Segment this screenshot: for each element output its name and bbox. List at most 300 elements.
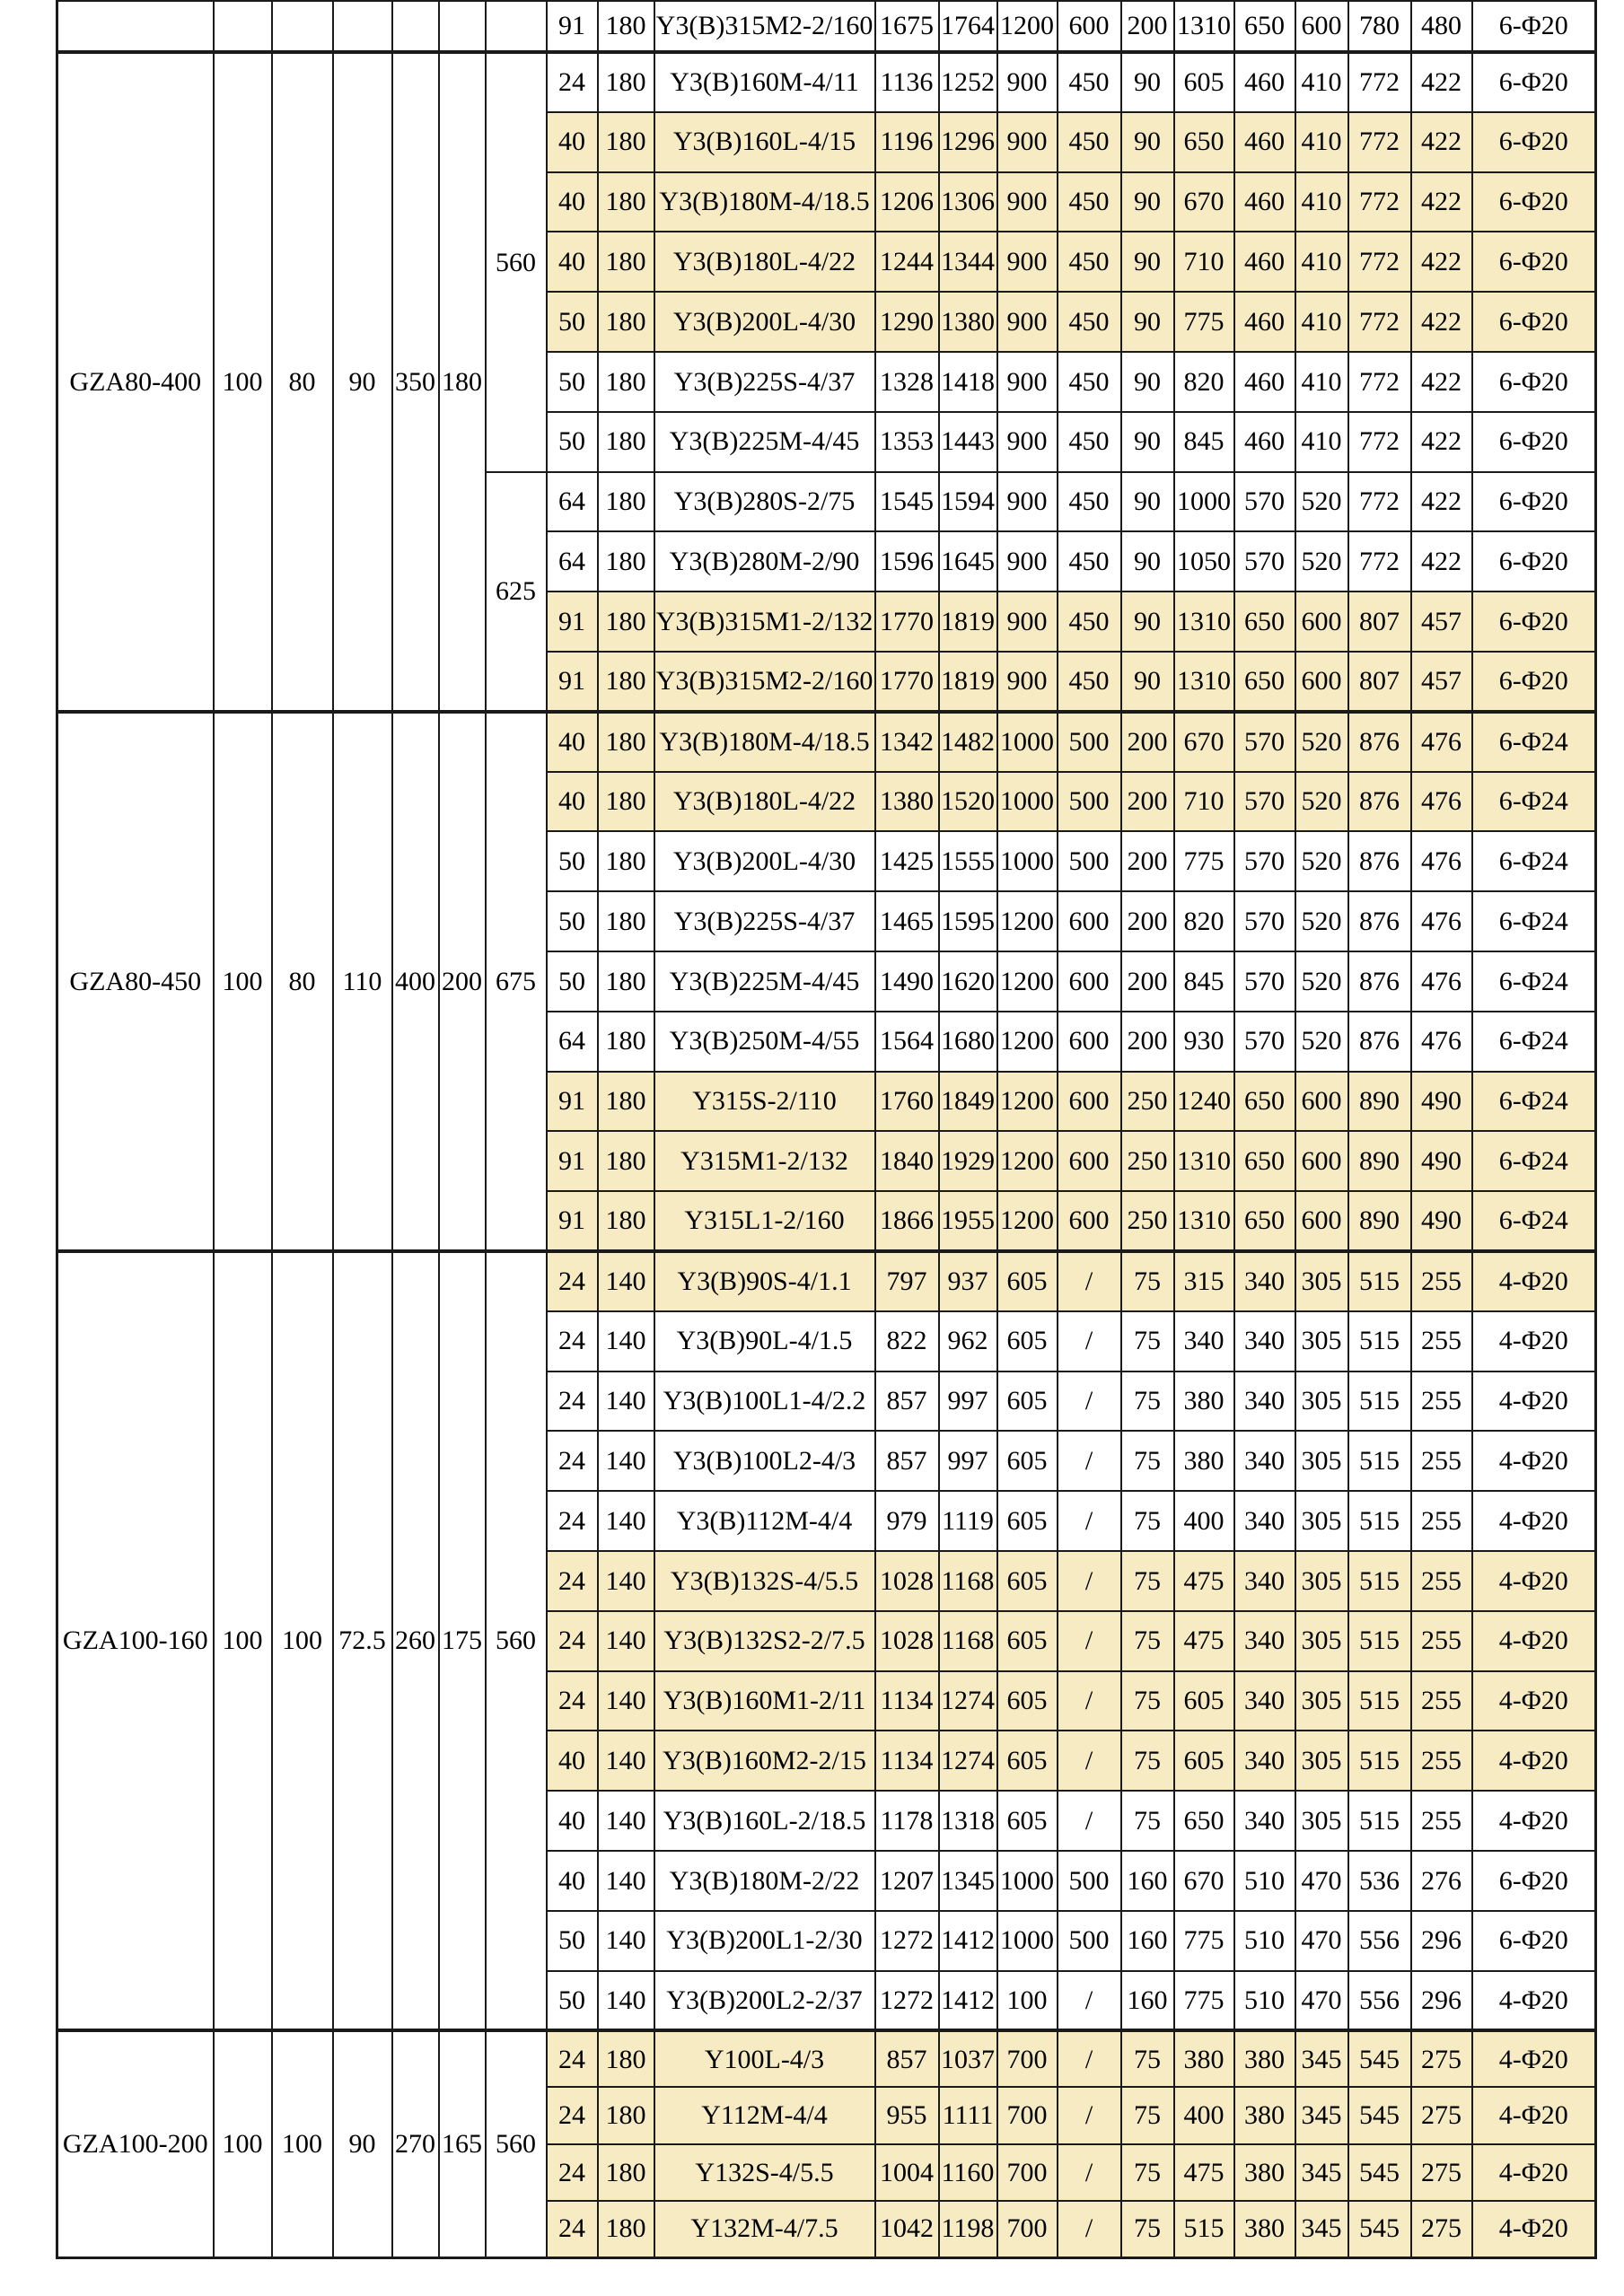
- motor-model-cell: Y3(B)315M2-2/160: [654, 652, 875, 712]
- value-cell: 340: [1234, 1731, 1295, 1791]
- value-cell: 600: [1295, 652, 1348, 712]
- value-cell: 422: [1411, 472, 1472, 532]
- value-cell: 250: [1121, 1191, 1174, 1251]
- value-cell: 200: [1121, 1, 1174, 52]
- bolt-spec-cell: 4-Φ20: [1472, 1611, 1596, 1671]
- bolt-spec-cell: 4-Φ20: [1472, 1371, 1596, 1432]
- flow-cell: 24: [547, 2087, 598, 2143]
- head-cell: 180: [598, 531, 654, 592]
- value-cell: 650: [1234, 652, 1295, 712]
- value-cell: 775: [1174, 1971, 1234, 2031]
- value-cell: 500: [1058, 1851, 1121, 1911]
- value-cell: 460: [1234, 112, 1295, 172]
- dim-cell: 100: [214, 1251, 272, 2030]
- motor-model-cell: Y315L1-2/160: [654, 1191, 875, 1251]
- value-cell: 410: [1295, 292, 1348, 352]
- motor-model-cell: Y100L-4/3: [654, 2030, 875, 2087]
- value-cell: 1042: [875, 2201, 939, 2257]
- motor-model-cell: Y3(B)160M-4/11: [654, 52, 875, 112]
- flow-cell: 40: [547, 112, 598, 172]
- value-cell: 650: [1234, 1072, 1295, 1132]
- value-cell: 515: [1348, 1671, 1411, 1731]
- value-cell: 340: [1234, 1311, 1295, 1371]
- value-cell: 1244: [875, 232, 939, 292]
- flow-cell: 24: [547, 1431, 598, 1491]
- table-row: [57, 712, 1596, 772]
- value-cell: 520: [1295, 891, 1348, 951]
- value-cell: 1490: [875, 951, 939, 1012]
- bolt-spec-cell: 6-Φ24: [1472, 891, 1596, 951]
- value-cell: 1206: [875, 172, 939, 232]
- value-cell: 255: [1411, 1611, 1472, 1671]
- value-cell: 90: [1121, 412, 1174, 472]
- value-cell: 460: [1234, 352, 1295, 412]
- motor-model-cell: Y3(B)180M-2/22: [654, 1851, 875, 1911]
- head-cell: 180: [598, 951, 654, 1012]
- flow-cell: 40: [547, 1791, 598, 1851]
- bolt-spec-cell: 6-Φ24: [1472, 772, 1596, 832]
- value-cell: 605: [1174, 1731, 1234, 1791]
- value-cell: 475: [1174, 2144, 1234, 2201]
- value-cell: 600: [1058, 891, 1121, 951]
- value-cell: 422: [1411, 112, 1472, 172]
- value-cell: 545: [1348, 2144, 1411, 2201]
- pump-model-cell: GZA100-160: [57, 1251, 214, 2030]
- value-cell: 900: [997, 652, 1058, 712]
- head-cell: 180: [598, 52, 654, 112]
- head-cell: 180: [598, 1, 654, 52]
- value-cell: 900: [997, 172, 1058, 232]
- head-cell: 140: [598, 1731, 654, 1791]
- value-cell: 380: [1234, 2087, 1295, 2143]
- value-cell: 876: [1348, 831, 1411, 891]
- bolt-spec-cell: 6-Φ24: [1472, 1012, 1596, 1072]
- value-cell: 670: [1174, 712, 1234, 772]
- motor-model-cell: Y3(B)132S-4/5.5: [654, 1551, 875, 1611]
- value-cell: 305: [1295, 1251, 1348, 1311]
- motor-model-cell: Y3(B)200L2-2/37: [654, 1971, 875, 2031]
- value-cell: 1136: [875, 52, 939, 112]
- flow-cell: 24: [547, 52, 598, 112]
- value-cell: 807: [1348, 652, 1411, 712]
- value-cell: 1028: [875, 1551, 939, 1611]
- value-cell: 1200: [997, 1, 1058, 52]
- value-cell: 160: [1121, 1851, 1174, 1911]
- value-cell: 1345: [939, 1851, 997, 1911]
- value-cell: 1344: [939, 232, 997, 292]
- flow-cell: 64: [547, 1012, 598, 1072]
- value-cell: 536: [1348, 1851, 1411, 1911]
- head-cell: 140: [598, 1791, 654, 1851]
- value-cell: 275: [1411, 2087, 1472, 2143]
- value-cell: 797: [875, 1251, 939, 1311]
- value-cell: 500: [1058, 831, 1121, 891]
- head-cell: 140: [598, 1911, 654, 1971]
- head-cell: 180: [598, 712, 654, 772]
- motor-model-cell: Y315S-2/110: [654, 1072, 875, 1132]
- value-cell: 1310: [1174, 652, 1234, 712]
- value-cell: 772: [1348, 531, 1411, 592]
- pump-spec-table-body: [57, 1, 1596, 2257]
- value-cell: 900: [997, 52, 1058, 112]
- value-cell: 305: [1295, 1791, 1348, 1851]
- motor-model-cell: Y3(B)160M2-2/15: [654, 1731, 875, 1791]
- subgroup-value-cell: 560: [486, 52, 547, 472]
- value-cell: 200: [1121, 712, 1174, 772]
- value-cell: 476: [1411, 712, 1472, 772]
- value-cell: 700: [997, 2087, 1058, 2143]
- value-cell: 1310: [1174, 592, 1234, 652]
- flow-cell: 91: [547, 1, 598, 52]
- value-cell: 90: [1121, 531, 1174, 592]
- value-cell: 345: [1295, 2144, 1348, 2201]
- value-cell: 160: [1121, 1911, 1174, 1971]
- value-cell: 450: [1058, 531, 1121, 592]
- value-cell: 305: [1295, 1371, 1348, 1432]
- bolt-spec-cell: 4-Φ20: [1472, 1791, 1596, 1851]
- value-cell: 75: [1121, 1731, 1174, 1791]
- value-cell: 380: [1174, 2030, 1234, 2087]
- flow-cell: 50: [547, 891, 598, 951]
- flow-cell: 24: [547, 2201, 598, 2257]
- value-cell: 772: [1348, 412, 1411, 472]
- value-cell: 500: [1058, 772, 1121, 832]
- value-cell: 510: [1234, 1851, 1295, 1911]
- value-cell: 510: [1234, 1971, 1295, 2031]
- value-cell: 857: [875, 2030, 939, 2087]
- head-cell: 140: [598, 1611, 654, 1671]
- bolt-spec-cell: 6-Φ20: [1472, 352, 1596, 412]
- value-cell: 490: [1411, 1191, 1472, 1251]
- motor-model-cell: Y132S-4/5.5: [654, 2144, 875, 2201]
- value-cell: 296: [1411, 1971, 1472, 2031]
- value-cell: 315: [1174, 1251, 1234, 1311]
- value-cell: 1296: [939, 112, 997, 172]
- value-cell: 900: [997, 292, 1058, 352]
- value-cell: 600: [1058, 1012, 1121, 1072]
- flow-cell: 91: [547, 592, 598, 652]
- value-cell: 1380: [875, 772, 939, 832]
- value-cell: 1620: [939, 951, 997, 1012]
- value-cell: 710: [1174, 772, 1234, 832]
- value-cell: 1929: [939, 1131, 997, 1191]
- value-cell: 422: [1411, 172, 1472, 232]
- bolt-spec-cell: 4-Φ20: [1472, 1431, 1596, 1491]
- value-cell: 340: [1174, 1311, 1234, 1371]
- value-cell: 600: [1058, 1191, 1121, 1251]
- motor-model-cell: Y3(B)180M-4/18.5: [654, 712, 875, 772]
- value-cell: 1353: [875, 412, 939, 472]
- value-cell: 510: [1234, 1911, 1295, 1971]
- value-cell: 305: [1295, 1551, 1348, 1611]
- flow-cell: 50: [547, 352, 598, 412]
- motor-model-cell: Y3(B)160L-2/18.5: [654, 1791, 875, 1851]
- value-cell: 820: [1174, 352, 1234, 412]
- value-cell: 605: [997, 1611, 1058, 1671]
- value-cell: 1050: [1174, 531, 1234, 592]
- value-cell: 305: [1295, 1491, 1348, 1551]
- value-cell: 1290: [875, 292, 939, 352]
- value-cell: 807: [1348, 592, 1411, 652]
- head-cell: 180: [598, 2201, 654, 2257]
- value-cell: 75: [1121, 1491, 1174, 1551]
- value-cell: 422: [1411, 352, 1472, 412]
- value-cell: 1770: [875, 592, 939, 652]
- value-cell: 1310: [1174, 1, 1234, 52]
- head-cell: 180: [598, 2087, 654, 2143]
- value-cell: 476: [1411, 831, 1472, 891]
- dim-cell: 270: [392, 2030, 439, 2257]
- bolt-spec-cell: 4-Φ20: [1472, 1731, 1596, 1791]
- bolt-spec-cell: 6-Φ20: [1472, 112, 1596, 172]
- value-cell: 775: [1174, 292, 1234, 352]
- value-cell: /: [1058, 1671, 1121, 1731]
- value-cell: 1240: [1174, 1072, 1234, 1132]
- value-cell: 822: [875, 1311, 939, 1371]
- value-cell: 1955: [939, 1191, 997, 1251]
- value-cell: 600: [1295, 1, 1348, 52]
- value-cell: 90: [1121, 592, 1174, 652]
- head-cell: 180: [598, 112, 654, 172]
- value-cell: 605: [997, 1251, 1058, 1311]
- value-cell: 1000: [997, 1851, 1058, 1911]
- bolt-spec-cell: 6-Φ24: [1472, 831, 1596, 891]
- value-cell: 450: [1058, 412, 1121, 472]
- value-cell: 450: [1058, 172, 1121, 232]
- value-cell: 930: [1174, 1012, 1234, 1072]
- value-cell: 460: [1234, 292, 1295, 352]
- value-cell: 460: [1234, 52, 1295, 112]
- value-cell: /: [1058, 1551, 1121, 1611]
- bolt-spec-cell: 4-Φ20: [1472, 1551, 1596, 1611]
- value-cell: 890: [1348, 1191, 1411, 1251]
- value-cell: 515: [1348, 1611, 1411, 1671]
- flow-cell: 50: [547, 1971, 598, 2031]
- value-cell: 410: [1295, 52, 1348, 112]
- motor-model-cell: Y3(B)180M-4/18.5: [654, 172, 875, 232]
- value-cell: 90: [1121, 652, 1174, 712]
- motor-model-cell: Y3(B)200L1-2/30: [654, 1911, 875, 1971]
- table-row: [57, 2030, 1596, 2087]
- value-cell: 650: [1234, 592, 1295, 652]
- value-cell: 570: [1234, 772, 1295, 832]
- value-cell: /: [1058, 1251, 1121, 1311]
- value-cell: 890: [1348, 1072, 1411, 1132]
- value-cell: 200: [1121, 831, 1174, 891]
- value-cell: 75: [1121, 1551, 1174, 1611]
- value-cell: 450: [1058, 232, 1121, 292]
- value-cell: 305: [1295, 1311, 1348, 1371]
- value-cell: 460: [1234, 232, 1295, 292]
- subgroup-value-cell: 625: [486, 472, 547, 712]
- value-cell: 255: [1411, 1551, 1472, 1611]
- value-cell: 1004: [875, 2144, 939, 2201]
- value-cell: 650: [1234, 1131, 1295, 1191]
- value-cell: 460: [1234, 412, 1295, 472]
- subgroup-value-cell: 560: [486, 2030, 547, 2257]
- value-cell: 1028: [875, 1611, 939, 1671]
- bolt-spec-cell: 6-Φ20: [1472, 472, 1596, 532]
- head-cell: 180: [598, 652, 654, 712]
- bolt-spec-cell: 4-Φ20: [1472, 2087, 1596, 2143]
- value-cell: 1770: [875, 652, 939, 712]
- value-cell: 780: [1348, 1, 1411, 52]
- value-cell: 1168: [939, 1611, 997, 1671]
- head-cell: 140: [598, 1431, 654, 1491]
- value-cell: 600: [1058, 1, 1121, 52]
- bolt-spec-cell: 4-Φ20: [1472, 1971, 1596, 2031]
- head-cell: 180: [598, 472, 654, 532]
- head-cell: 180: [598, 592, 654, 652]
- value-cell: 255: [1411, 1491, 1472, 1551]
- flow-cell: 50: [547, 292, 598, 352]
- value-cell: 700: [997, 2144, 1058, 2201]
- flow-cell: 91: [547, 652, 598, 712]
- value-cell: 1000: [997, 1911, 1058, 1971]
- value-cell: 450: [1058, 472, 1121, 532]
- value-cell: 90: [1121, 352, 1174, 412]
- dim-cell: 80: [272, 712, 333, 1251]
- dim-cell: 350: [392, 52, 439, 712]
- flow-cell: 50: [547, 831, 598, 891]
- value-cell: 1425: [875, 831, 939, 891]
- value-cell: 1274: [939, 1731, 997, 1791]
- value-cell: 345: [1295, 2030, 1348, 2087]
- head-cell: 180: [598, 891, 654, 951]
- value-cell: 305: [1295, 1431, 1348, 1491]
- pump-model-cell: GZA80-450: [57, 712, 214, 1251]
- value-cell: 400: [1174, 1491, 1234, 1551]
- bolt-spec-cell: 6-Φ20: [1472, 1851, 1596, 1911]
- value-cell: 772: [1348, 52, 1411, 112]
- value-cell: 100: [997, 1971, 1058, 2031]
- value-cell: 570: [1234, 531, 1295, 592]
- value-cell: 410: [1295, 352, 1348, 412]
- flow-cell: 50: [547, 412, 598, 472]
- flow-cell: 40: [547, 712, 598, 772]
- value-cell: 75: [1121, 1791, 1174, 1851]
- value-cell: 1555: [939, 831, 997, 891]
- value-cell: 772: [1348, 472, 1411, 532]
- flow-cell: 64: [547, 531, 598, 592]
- value-cell: 305: [1295, 1731, 1348, 1791]
- flow-cell: 24: [547, 1671, 598, 1731]
- value-cell: 1252: [939, 52, 997, 112]
- value-cell: 476: [1411, 772, 1472, 832]
- value-cell: 1645: [939, 531, 997, 592]
- value-cell: 1000: [997, 712, 1058, 772]
- value-cell: 1412: [939, 1971, 997, 2031]
- flow-cell: 40: [547, 1851, 598, 1911]
- motor-model-cell: Y3(B)225S-4/37: [654, 891, 875, 951]
- head-cell: 140: [598, 1491, 654, 1551]
- value-cell: 410: [1295, 412, 1348, 472]
- head-cell: 180: [598, 292, 654, 352]
- value-cell: 1596: [875, 531, 939, 592]
- value-cell: 305: [1295, 1671, 1348, 1731]
- value-cell: 772: [1348, 292, 1411, 352]
- value-cell: 1200: [997, 951, 1058, 1012]
- head-cell: 180: [598, 2144, 654, 2201]
- value-cell: 1200: [997, 1012, 1058, 1072]
- dim-cell: 90: [333, 2030, 392, 2257]
- value-cell: 600: [1058, 1072, 1121, 1132]
- value-cell: 900: [997, 472, 1058, 532]
- value-cell: 900: [997, 352, 1058, 412]
- value-cell: 450: [1058, 52, 1121, 112]
- bolt-spec-cell: 4-Φ20: [1472, 1491, 1596, 1551]
- value-cell: 340: [1234, 1491, 1295, 1551]
- value-cell: 1564: [875, 1012, 939, 1072]
- value-cell: 450: [1058, 652, 1121, 712]
- value-cell: 90: [1121, 472, 1174, 532]
- bolt-spec-cell: 6-Φ20: [1472, 1, 1596, 52]
- value-cell: 75: [1121, 2030, 1174, 2087]
- dim-cell: [272, 1, 333, 52]
- value-cell: 1200: [997, 1191, 1058, 1251]
- value-cell: 422: [1411, 232, 1472, 292]
- value-cell: 450: [1058, 292, 1121, 352]
- flow-cell: 24: [547, 2144, 598, 2201]
- value-cell: 900: [997, 112, 1058, 172]
- value-cell: 1594: [939, 472, 997, 532]
- flow-cell: 50: [547, 1911, 598, 1971]
- value-cell: 75: [1121, 2201, 1174, 2257]
- value-cell: 1200: [997, 891, 1058, 951]
- bolt-spec-cell: 6-Φ24: [1472, 1131, 1596, 1191]
- dim-cell: 200: [439, 712, 486, 1251]
- subgroup-value-cell: 675: [486, 712, 547, 1251]
- subgroup-value-cell: [486, 1, 547, 52]
- value-cell: /: [1058, 1371, 1121, 1432]
- bolt-spec-cell: 6-Φ20: [1472, 592, 1596, 652]
- value-cell: 1443: [939, 412, 997, 472]
- value-cell: 890: [1348, 1131, 1411, 1191]
- value-cell: 600: [1295, 1191, 1348, 1251]
- flow-cell: 24: [547, 1371, 598, 1432]
- value-cell: 1840: [875, 1131, 939, 1191]
- value-cell: 1328: [875, 352, 939, 412]
- bolt-spec-cell: 4-Φ20: [1472, 1671, 1596, 1731]
- value-cell: 250: [1121, 1131, 1174, 1191]
- dim-cell: [439, 1, 486, 52]
- dim-cell: 72.5: [333, 1251, 392, 2030]
- value-cell: 520: [1295, 1012, 1348, 1072]
- value-cell: 1866: [875, 1191, 939, 1251]
- value-cell: 515: [1174, 2201, 1234, 2257]
- value-cell: 1134: [875, 1671, 939, 1731]
- value-cell: 570: [1234, 891, 1295, 951]
- value-cell: 670: [1174, 1851, 1234, 1911]
- value-cell: 876: [1348, 712, 1411, 772]
- value-cell: 422: [1411, 412, 1472, 472]
- value-cell: 515: [1348, 1491, 1411, 1551]
- dim-cell: 175: [439, 1251, 486, 2030]
- value-cell: 1310: [1174, 1191, 1234, 1251]
- value-cell: 1119: [939, 1491, 997, 1551]
- value-cell: 422: [1411, 531, 1472, 592]
- motor-model-cell: Y3(B)90S-4/1.1: [654, 1251, 875, 1311]
- value-cell: 75: [1121, 1311, 1174, 1371]
- bolt-spec-cell: 6-Φ20: [1472, 412, 1596, 472]
- value-cell: 520: [1295, 772, 1348, 832]
- bolt-spec-cell: 4-Φ20: [1472, 1311, 1596, 1371]
- value-cell: 1675: [875, 1, 939, 52]
- motor-model-cell: Y3(B)225S-4/37: [654, 352, 875, 412]
- head-cell: 140: [598, 1971, 654, 2031]
- value-cell: 600: [1295, 1131, 1348, 1191]
- value-cell: 1111: [939, 2087, 997, 2143]
